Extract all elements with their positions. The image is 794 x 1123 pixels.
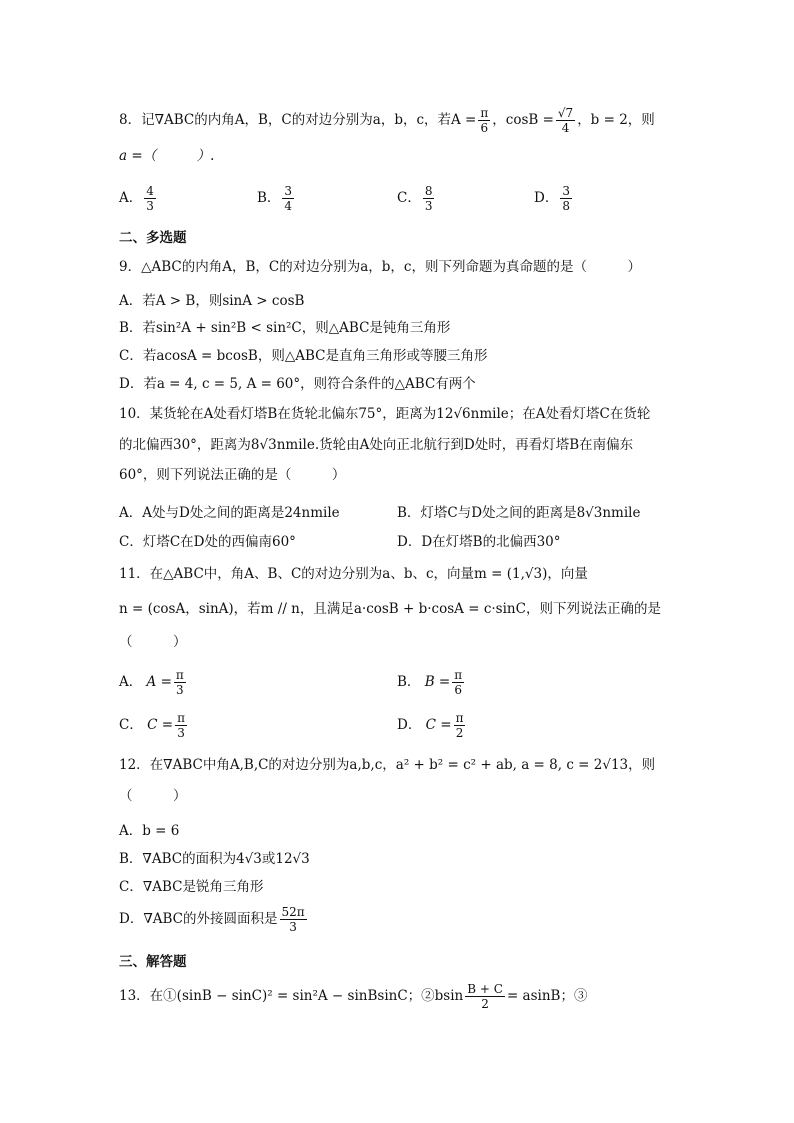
q12-line1: 12．在∇ABC中角A,B,C的对边分别为a,b,c，a² + b² = c² + ab, a = 8, c = 2√13，则 (119, 757, 656, 773)
q12-option-a: A．b = 6 (119, 823, 180, 839)
option-fraction (175, 711, 187, 740)
q8-stem-part3: ，b = 2，则 (577, 112, 655, 128)
q11-line1: 11．在△ABC中，角A、B、C的对边分别为a、b、c，向量m = (1,√3)，向量 (119, 566, 588, 582)
option-label: A． (119, 674, 143, 690)
q8-option-d (534, 184, 574, 213)
fraction-denominator: 3 (146, 199, 154, 213)
fraction-denominator: 6 (480, 121, 489, 135)
option-fraction (452, 668, 464, 697)
q11-line3: （ ） (119, 634, 187, 650)
q13-stem-part2: = asinB；③ (506, 988, 588, 1004)
q11-option-c (119, 711, 189, 740)
section-heading-multi-choice: 二、多选题 (119, 230, 187, 246)
option-lhs: A = (146, 674, 172, 690)
option-fraction (560, 184, 572, 213)
fraction-denominator: 3 (289, 920, 297, 934)
option-label: D． (534, 190, 559, 206)
q9-option-d: D．若a = 4, c = 5, A = 60°，则符合条件的△ABC有两个 (119, 376, 476, 392)
q9-option-c: C．若acosA = bcosB，则△ABC是直角三角形或等腰三角形 (119, 348, 488, 364)
q8-option-c (397, 184, 436, 213)
q11-option-a (119, 668, 188, 697)
q8-option-b (257, 184, 296, 213)
q11-option-b (397, 668, 466, 697)
fraction-denominator: 4 (561, 121, 570, 135)
fraction-numerator: √7 (557, 106, 574, 120)
fraction-denominator: 2 (455, 726, 464, 740)
option-label: B． (397, 674, 421, 690)
q12-option-c: C．∇ABC是锐角三角形 (119, 879, 264, 895)
fraction-numerator: 52π (281, 905, 305, 919)
fraction-numerator: B + C (467, 982, 503, 996)
q10-option-d: D．D在灯塔B的北偏西30° (397, 534, 561, 550)
option-lhs: C = (147, 717, 174, 733)
option-fraction (280, 905, 307, 934)
fraction-denominator: 2 (481, 997, 489, 1011)
q12-option-d (119, 905, 309, 934)
fraction-numerator: π (455, 711, 464, 725)
section-heading-answer: 三、解答题 (119, 954, 187, 970)
option-label: C． (119, 717, 143, 733)
fraction-numerator: 3 (562, 184, 570, 198)
fraction-denominator: 6 (454, 683, 463, 697)
q13-stem-part1: 13．在①(sinB − sinC)² = sin²A − sinBsinC；②bsin (119, 988, 464, 1004)
q13-stem (119, 982, 587, 1011)
option-text: D．∇ABC的外接圆面积是 (119, 911, 278, 927)
option-label: D． (397, 717, 422, 733)
option-label: C． (397, 190, 421, 206)
option-label: B． (257, 190, 281, 206)
option-lhs: C = (425, 717, 452, 733)
q12-option-b: B．∇ABC的面积为4√3或12√3 (119, 851, 310, 867)
fraction-denominator: 8 (562, 199, 570, 213)
q8-stem-line2: a =（ ）. (119, 148, 215, 164)
fraction-numerator: π (175, 668, 184, 682)
fraction-denominator: 3 (176, 683, 184, 697)
option-fraction (423, 184, 435, 213)
fraction-numerator: π (454, 668, 463, 682)
q10-option-b: B．灯塔C与D处之间的距离是8√3nmile (397, 505, 641, 521)
q11-line2: n = (cosA，sinA)，若m // n，且满足a·cosB + b·cosA = c·sinC，则下列说法正确的是 (119, 601, 661, 617)
fraction-denominator: 3 (177, 726, 185, 740)
q9-option-b: B．若sin²A + sin²B < sin²C，则△ABC是钝角三角形 (119, 320, 451, 336)
option-fraction (144, 184, 156, 213)
q8-fraction-A (478, 106, 490, 135)
q10-line2: 的北偏西30°，距离为8√3nmile.货轮由A处向正北航行到D处时，再看灯塔B在南偏东 (119, 437, 634, 453)
option-label: A． (119, 190, 143, 206)
q9-stem: 9．△ABC的内角A，B，C的对边分别为a，b，c，则下列命题为真命题的是（ ） (119, 259, 641, 275)
fraction-numerator: 3 (284, 184, 293, 198)
fraction-denominator: 3 (424, 199, 433, 213)
q8-stem-part1: 8．记∇ABC的内角A，B，C的对边分别为a，b，c，若A = (119, 112, 477, 128)
option-fraction (282, 184, 294, 213)
q9-option-a: A．若A > B，则sinA > cosB (119, 293, 305, 309)
fraction-numerator: π (177, 711, 185, 725)
q10-line1: 10．某货轮在A处看灯塔B在货轮北偏东75°，距离为12√6nmile；在A处看灯塔C在货轮 (119, 406, 651, 422)
q11-option-d (397, 711, 467, 740)
q8-options (119, 184, 679, 218)
fraction-numerator: 4 (146, 184, 154, 198)
q12-line2: （ ） (119, 788, 187, 804)
fraction-numerator: 8 (424, 184, 433, 198)
option-fraction (454, 711, 466, 740)
q10-option-a: A．A处与D处之间的距离是24nmile (119, 505, 340, 521)
q8-fraction-cosB (556, 106, 575, 135)
option-fraction (174, 668, 186, 697)
fraction-denominator: 4 (284, 199, 293, 213)
option-lhs: B = (424, 674, 451, 690)
q10-line3: 60°，则下列说法正确的是（ ） (119, 467, 346, 483)
fraction-numerator: π (480, 106, 489, 120)
q8-stem-part2: ，cosB = (492, 112, 554, 128)
q8-stem (119, 106, 655, 135)
q10-option-c: C．灯塔C在D处的西偏南60° (119, 534, 296, 550)
q13-fraction (465, 982, 505, 1011)
q8-option-a (119, 184, 158, 213)
